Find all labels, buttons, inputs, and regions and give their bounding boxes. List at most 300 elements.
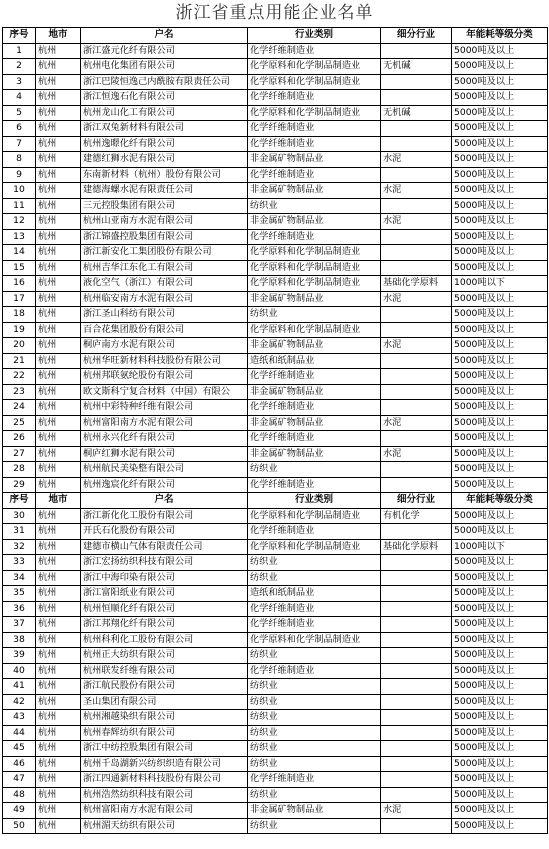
company-name-cell: 浙江富阳纸业有限公司 bbox=[81, 586, 248, 602]
sub-industry-cell bbox=[381, 431, 452, 447]
company-name-cell: 浙江新化化工股份有限公司 bbox=[81, 508, 248, 524]
city-cell: 杭州 bbox=[36, 818, 81, 834]
table-row bbox=[3, 384, 548, 400]
table-row bbox=[3, 121, 548, 137]
energy-class-cell: 5000吨及以上 bbox=[452, 477, 548, 493]
header-industry: 行业类别 bbox=[248, 28, 381, 44]
energy-class-cell: 5000吨及以上 bbox=[452, 152, 548, 168]
table-row bbox=[3, 772, 548, 788]
table-row bbox=[3, 214, 548, 230]
sub-industry-cell bbox=[381, 710, 452, 726]
row-number: 47 bbox=[3, 772, 36, 788]
table-row bbox=[3, 555, 548, 571]
energy-class-cell: 5000吨及以上 bbox=[452, 586, 548, 602]
energy-class-cell: 5000吨及以上 bbox=[452, 508, 548, 524]
sub-industry-cell bbox=[381, 570, 452, 586]
industry-cell: 化学纤维制造业 bbox=[248, 369, 381, 385]
table-row bbox=[3, 229, 548, 245]
industry-cell: 化学原料和化学制品制造业 bbox=[248, 508, 381, 524]
city-cell: 杭州 bbox=[36, 756, 81, 772]
table-row bbox=[3, 183, 548, 199]
energy-class-cell: 5000吨及以上 bbox=[452, 756, 548, 772]
company-name-cell: 开氏石化股份有限公司 bbox=[81, 524, 248, 540]
city-cell: 杭州 bbox=[36, 121, 81, 137]
sub-industry-cell bbox=[381, 307, 452, 323]
header-city: 地市 bbox=[36, 493, 81, 509]
industry-cell: 化学原料和化学制品制造业 bbox=[248, 74, 381, 90]
city-cell: 杭州 bbox=[36, 508, 81, 524]
row-number: 41 bbox=[3, 679, 36, 695]
city-cell: 杭州 bbox=[36, 105, 81, 121]
row-number: 16 bbox=[3, 276, 36, 292]
table-row bbox=[3, 322, 548, 338]
page-title: 浙江省重点用能企业名单 bbox=[175, 3, 374, 23]
sub-industry-cell: 水泥 bbox=[381, 291, 452, 307]
row-number: 12 bbox=[3, 214, 36, 230]
row-number: 13 bbox=[3, 229, 36, 245]
row-number: 6 bbox=[3, 121, 36, 137]
energy-class-cell: 5000吨及以上 bbox=[452, 322, 548, 338]
energy-class-cell: 5000吨及以上 bbox=[452, 710, 548, 726]
industry-cell: 纺织业 bbox=[248, 570, 381, 586]
company-name-cell: 浙江航民股份有限公司 bbox=[81, 679, 248, 695]
table-row bbox=[3, 756, 548, 772]
row-number: 37 bbox=[3, 617, 36, 633]
table-row bbox=[3, 462, 548, 478]
industry-cell: 纺织业 bbox=[248, 710, 381, 726]
row-number: 28 bbox=[3, 462, 36, 478]
company-name-cell: 杭州千岛湖新兴纺织织造有限公司 bbox=[81, 756, 248, 772]
industry-cell: 化学纤维制造业 bbox=[248, 400, 381, 416]
company-name-cell: 杭州浩然纺织科技有限公司 bbox=[81, 787, 248, 803]
city-cell: 杭州 bbox=[36, 415, 81, 431]
row-number: 38 bbox=[3, 632, 36, 648]
sub-industry-cell: 水泥 bbox=[381, 338, 452, 354]
row-number: 3 bbox=[3, 74, 36, 90]
energy-class-cell: 5000吨及以上 bbox=[452, 384, 548, 400]
energy-class-cell: 5000吨及以上 bbox=[452, 229, 548, 245]
company-name-cell: 浙江中海印染有限公司 bbox=[81, 570, 248, 586]
sub-industry-cell bbox=[381, 90, 452, 106]
industry-cell: 非金属矿物制品业 bbox=[248, 384, 381, 400]
industry-cell: 纺织业 bbox=[248, 462, 381, 478]
company-name-cell: 杭州富阳南方水泥有限公司 bbox=[81, 415, 248, 431]
company-name-cell: 浙江宏扬纺织科技有限公司 bbox=[81, 555, 248, 571]
table-row bbox=[3, 508, 548, 524]
city-cell: 杭州 bbox=[36, 586, 81, 602]
company-name-cell: 杭州湄天纺织有限公司 bbox=[81, 818, 248, 834]
sub-industry-cell: 水泥 bbox=[381, 803, 452, 819]
city-cell: 杭州 bbox=[36, 198, 81, 214]
sub-industry-cell bbox=[381, 369, 452, 385]
row-number: 23 bbox=[3, 384, 36, 400]
sub-industry-cell: 基础化学原料 bbox=[381, 539, 452, 555]
table-row bbox=[3, 539, 548, 555]
industry-cell: 非金属矿物制品业 bbox=[248, 338, 381, 354]
industry-cell: 造纸和纸制品业 bbox=[248, 586, 381, 602]
energy-class-cell: 5000吨及以上 bbox=[452, 121, 548, 137]
company-name-cell: 杭州邦联氨纶股份有限公司 bbox=[81, 369, 248, 385]
sub-industry-cell bbox=[381, 725, 452, 741]
row-number: 39 bbox=[3, 648, 36, 664]
company-name-cell: 百合花集团股份有限公司 bbox=[81, 322, 248, 338]
energy-class-cell: 5000吨及以上 bbox=[452, 663, 548, 679]
table-row bbox=[3, 710, 548, 726]
energy-class-cell: 5000吨及以上 bbox=[452, 725, 548, 741]
city-cell: 杭州 bbox=[36, 229, 81, 245]
header-industry: 行业类别 bbox=[248, 493, 381, 509]
energy-class-cell: 5000吨及以上 bbox=[452, 245, 548, 261]
table-row bbox=[3, 369, 548, 385]
header-sub-industry: 细分行业 bbox=[381, 493, 452, 509]
city-cell: 杭州 bbox=[36, 539, 81, 555]
company-name-cell: 杭州航民美染整有限公司 bbox=[81, 462, 248, 478]
header-city: 地市 bbox=[36, 28, 81, 44]
row-number: 14 bbox=[3, 245, 36, 261]
industry-cell: 纺织业 bbox=[248, 694, 381, 710]
table-header-row bbox=[3, 28, 548, 44]
city-cell: 杭州 bbox=[36, 59, 81, 75]
city-cell: 杭州 bbox=[36, 245, 81, 261]
row-number: 43 bbox=[3, 710, 36, 726]
company-name-cell: 杭州恒顺化纤有限公司 bbox=[81, 601, 248, 617]
header-energy-class: 年能耗等级分类 bbox=[452, 493, 548, 509]
company-name-cell: 杭州永兴化纤有限公司 bbox=[81, 431, 248, 447]
energy-class-cell: 5000吨及以上 bbox=[452, 772, 548, 788]
company-name-cell: 杭州山亚南方水泥有限公司 bbox=[81, 214, 248, 230]
industry-cell: 造纸和纸制品业 bbox=[248, 353, 381, 369]
sub-industry-cell bbox=[381, 694, 452, 710]
table-row bbox=[3, 818, 548, 834]
city-cell: 杭州 bbox=[36, 152, 81, 168]
industry-cell: 化学原料和化学制品制造业 bbox=[248, 105, 381, 121]
city-cell: 杭州 bbox=[36, 90, 81, 106]
company-name-cell: 杭州湘越染织有限公司 bbox=[81, 710, 248, 726]
table-row bbox=[3, 415, 548, 431]
city-cell: 杭州 bbox=[36, 74, 81, 90]
energy-class-cell: 5000吨及以上 bbox=[452, 136, 548, 152]
industry-cell: 化学纤维制造业 bbox=[248, 167, 381, 183]
row-number: 11 bbox=[3, 198, 36, 214]
table-body bbox=[3, 28, 548, 834]
table-row bbox=[3, 431, 548, 447]
city-cell: 杭州 bbox=[36, 183, 81, 199]
energy-class-cell: 5000吨及以上 bbox=[452, 260, 548, 276]
energy-class-cell: 5000吨及以上 bbox=[452, 369, 548, 385]
table-row bbox=[3, 167, 548, 183]
energy-class-cell: 5000吨及以上 bbox=[452, 415, 548, 431]
company-name-cell: 杭州吉华江东化工有限公司 bbox=[81, 260, 248, 276]
table-row bbox=[3, 524, 548, 540]
header-company: 户名 bbox=[81, 28, 248, 44]
row-number: 5 bbox=[3, 105, 36, 121]
city-cell: 杭州 bbox=[36, 446, 81, 462]
table-row bbox=[3, 663, 548, 679]
sub-industry-cell: 水泥 bbox=[381, 152, 452, 168]
table-row bbox=[3, 601, 548, 617]
table-row bbox=[3, 741, 548, 757]
sub-industry-cell bbox=[381, 524, 452, 540]
energy-class-cell: 1000吨以下 bbox=[452, 539, 548, 555]
table-row bbox=[3, 694, 548, 710]
city-cell: 杭州 bbox=[36, 462, 81, 478]
sub-industry-cell bbox=[381, 555, 452, 571]
table-row bbox=[3, 198, 548, 214]
energy-class-cell: 5000吨及以上 bbox=[452, 601, 548, 617]
energy-class-cell: 5000吨及以上 bbox=[452, 679, 548, 695]
table-row bbox=[3, 570, 548, 586]
industry-cell: 化学纤维制造业 bbox=[248, 136, 381, 152]
city-cell: 杭州 bbox=[36, 260, 81, 276]
sub-industry-cell bbox=[381, 772, 452, 788]
company-name-cell: 杭州正大纺织有限公司 bbox=[81, 648, 248, 664]
row-number: 17 bbox=[3, 291, 36, 307]
table-row bbox=[3, 245, 548, 261]
city-cell: 杭州 bbox=[36, 632, 81, 648]
energy-class-cell: 5000吨及以上 bbox=[452, 694, 548, 710]
city-cell: 杭州 bbox=[36, 787, 81, 803]
energy-class-cell: 5000吨及以上 bbox=[452, 555, 548, 571]
industry-cell: 化学纤维制造业 bbox=[248, 524, 381, 540]
city-cell: 杭州 bbox=[36, 679, 81, 695]
energy-class-cell: 5000吨及以上 bbox=[452, 43, 548, 59]
sub-industry-cell bbox=[381, 586, 452, 602]
city-cell: 杭州 bbox=[36, 431, 81, 447]
sub-industry-cell bbox=[381, 679, 452, 695]
sub-industry-cell bbox=[381, 477, 452, 493]
company-name-cell: 三元控股集团有限公司 bbox=[81, 198, 248, 214]
table-row bbox=[3, 477, 548, 493]
city-cell: 杭州 bbox=[36, 214, 81, 230]
industry-cell: 化学原料和化学制品制造业 bbox=[248, 539, 381, 555]
energy-class-cell: 5000吨及以上 bbox=[452, 648, 548, 664]
header-company: 户名 bbox=[81, 493, 248, 509]
city-cell: 杭州 bbox=[36, 291, 81, 307]
company-name-cell: 浙江四通新材料科技股份有限公司 bbox=[81, 772, 248, 788]
row-number: 25 bbox=[3, 415, 36, 431]
row-number: 30 bbox=[3, 508, 36, 524]
energy-class-cell: 5000吨及以上 bbox=[452, 59, 548, 75]
row-number: 1 bbox=[3, 43, 36, 59]
energy-class-cell: 5000吨及以上 bbox=[452, 338, 548, 354]
row-number: 24 bbox=[3, 400, 36, 416]
industry-cell: 化学原料和化学制品制造业 bbox=[248, 245, 381, 261]
industry-cell: 化学纤维制造业 bbox=[248, 90, 381, 106]
company-name-cell: 浙江盛元化纤有限公司 bbox=[81, 43, 248, 59]
industry-cell: 非金属矿物制品业 bbox=[248, 803, 381, 819]
city-cell: 杭州 bbox=[36, 648, 81, 664]
industry-cell: 非金属矿物制品业 bbox=[248, 446, 381, 462]
city-cell: 杭州 bbox=[36, 322, 81, 338]
sub-industry-cell bbox=[381, 384, 452, 400]
row-number: 4 bbox=[3, 90, 36, 106]
energy-class-cell: 5000吨及以上 bbox=[452, 570, 548, 586]
sub-industry-cell bbox=[381, 167, 452, 183]
company-name-cell: 杭州龙山化工有限公司 bbox=[81, 105, 248, 121]
energy-class-cell: 5000吨及以上 bbox=[452, 803, 548, 819]
company-name-cell: 杭州临安南方水泥有限公司 bbox=[81, 291, 248, 307]
energy-class-cell: 1000吨以下 bbox=[452, 276, 548, 292]
industry-cell: 化学原料和化学制品制造业 bbox=[248, 59, 381, 75]
energy-class-cell: 5000吨及以上 bbox=[452, 787, 548, 803]
industry-cell: 化学纤维制造业 bbox=[248, 477, 381, 493]
energy-class-cell: 5000吨及以上 bbox=[452, 741, 548, 757]
table-row bbox=[3, 276, 548, 292]
energy-class-cell: 5000吨及以上 bbox=[452, 198, 548, 214]
company-name-cell: 建德红狮水泥有限公司 bbox=[81, 152, 248, 168]
sub-industry-cell: 水泥 bbox=[381, 415, 452, 431]
row-number: 22 bbox=[3, 369, 36, 385]
city-cell: 杭州 bbox=[36, 694, 81, 710]
industry-cell: 纺织业 bbox=[248, 307, 381, 323]
industry-cell: 纺织业 bbox=[248, 818, 381, 834]
city-cell: 杭州 bbox=[36, 369, 81, 385]
table-row bbox=[3, 260, 548, 276]
row-number: 35 bbox=[3, 586, 36, 602]
row-number: 9 bbox=[3, 167, 36, 183]
city-cell: 杭州 bbox=[36, 307, 81, 323]
sub-industry-cell bbox=[381, 648, 452, 664]
energy-class-cell: 5000吨及以上 bbox=[452, 462, 548, 478]
table-row bbox=[3, 787, 548, 803]
row-number: 20 bbox=[3, 338, 36, 354]
sub-industry-cell bbox=[381, 601, 452, 617]
row-number: 42 bbox=[3, 694, 36, 710]
row-number: 48 bbox=[3, 787, 36, 803]
sub-industry-cell: 无机碱 bbox=[381, 59, 452, 75]
energy-class-cell: 5000吨及以上 bbox=[452, 400, 548, 416]
row-number: 31 bbox=[3, 524, 36, 540]
company-name-cell: 杭州逸暻化纤有限公司 bbox=[81, 136, 248, 152]
industry-cell: 纺织业 bbox=[248, 756, 381, 772]
company-name-cell: 桐庐南方水泥有限公司 bbox=[81, 338, 248, 354]
industry-cell: 化学原料和化学制品制造业 bbox=[248, 322, 381, 338]
row-number: 26 bbox=[3, 431, 36, 447]
city-cell: 杭州 bbox=[36, 338, 81, 354]
sub-industry-cell: 水泥 bbox=[381, 446, 452, 462]
sub-industry-cell: 有机化学 bbox=[381, 508, 452, 524]
company-name-cell: 建德市横山气体有限责任公司 bbox=[81, 539, 248, 555]
city-cell: 杭州 bbox=[36, 136, 81, 152]
sub-industry-cell bbox=[381, 756, 452, 772]
city-cell: 杭州 bbox=[36, 43, 81, 59]
energy-class-cell: 5000吨及以上 bbox=[452, 183, 548, 199]
sub-industry-cell bbox=[381, 353, 452, 369]
header-index: 序号 bbox=[3, 493, 36, 509]
city-cell: 杭州 bbox=[36, 663, 81, 679]
company-name-cell: 浙江邦翔化纤有限公司 bbox=[81, 617, 248, 633]
row-number: 34 bbox=[3, 570, 36, 586]
company-name-cell: 杭州春辉纺织有限公司 bbox=[81, 725, 248, 741]
city-cell: 杭州 bbox=[36, 384, 81, 400]
row-number: 21 bbox=[3, 353, 36, 369]
header-sub-industry: 细分行业 bbox=[381, 28, 452, 44]
sub-industry-cell bbox=[381, 818, 452, 834]
city-cell: 杭州 bbox=[36, 741, 81, 757]
company-name-cell: 建德海螺水泥有限责任公司 bbox=[81, 183, 248, 199]
company-name-cell: 杭州电化集团有限公司 bbox=[81, 59, 248, 75]
sub-industry-cell bbox=[381, 136, 452, 152]
energy-class-cell: 5000吨及以上 bbox=[452, 632, 548, 648]
industry-cell: 纺织业 bbox=[248, 787, 381, 803]
energy-class-cell: 5000吨及以上 bbox=[452, 307, 548, 323]
city-cell: 杭州 bbox=[36, 167, 81, 183]
company-name-cell: 圣山集团有限公司 bbox=[81, 694, 248, 710]
industry-cell: 纺织业 bbox=[248, 725, 381, 741]
row-number: 33 bbox=[3, 555, 36, 571]
sub-industry-cell bbox=[381, 260, 452, 276]
company-name-cell: 杭州逸宸化纤有限公司 bbox=[81, 477, 248, 493]
industry-cell: 非金属矿物制品业 bbox=[248, 183, 381, 199]
sub-industry-cell bbox=[381, 787, 452, 803]
table-row bbox=[3, 725, 548, 741]
city-cell: 杭州 bbox=[36, 772, 81, 788]
sub-industry-cell bbox=[381, 617, 452, 633]
energy-class-cell: 5000吨及以上 bbox=[452, 90, 548, 106]
city-cell: 杭州 bbox=[36, 617, 81, 633]
industry-cell: 纺织业 bbox=[248, 198, 381, 214]
energy-class-cell: 5000吨及以上 bbox=[452, 353, 548, 369]
industry-cell: 化学纤维制造业 bbox=[248, 121, 381, 137]
industry-cell: 纺织业 bbox=[248, 648, 381, 664]
sub-industry-cell bbox=[381, 43, 452, 59]
company-name-cell: 浙江双兔新材料有限公司 bbox=[81, 121, 248, 137]
table-row bbox=[3, 105, 548, 121]
row-number: 29 bbox=[3, 477, 36, 493]
row-number: 40 bbox=[3, 663, 36, 679]
company-name-cell: 浙江巴陵恒逸己内酰胺有限责任公司 bbox=[81, 74, 248, 90]
industry-cell: 纺织业 bbox=[248, 555, 381, 571]
sub-industry-cell bbox=[381, 245, 452, 261]
table-row bbox=[3, 136, 548, 152]
city-cell: 杭州 bbox=[36, 803, 81, 819]
company-name-cell: 欧文斯科宁复合材料（中国）有限公 bbox=[81, 384, 248, 400]
energy-class-cell: 5000吨及以上 bbox=[452, 74, 548, 90]
company-name-cell: 杭州科利化工股份有限公司 bbox=[81, 632, 248, 648]
sub-industry-cell bbox=[381, 74, 452, 90]
city-cell: 杭州 bbox=[36, 555, 81, 571]
table-header-row bbox=[3, 493, 548, 509]
city-cell: 杭州 bbox=[36, 710, 81, 726]
table-row bbox=[3, 803, 548, 819]
row-number: 44 bbox=[3, 725, 36, 741]
table-row bbox=[3, 338, 548, 354]
enterprise-table bbox=[2, 27, 548, 834]
city-cell: 杭州 bbox=[36, 601, 81, 617]
table-row bbox=[3, 632, 548, 648]
sub-industry-cell bbox=[381, 121, 452, 137]
city-cell: 杭州 bbox=[36, 353, 81, 369]
sub-industry-cell bbox=[381, 663, 452, 679]
industry-cell: 化学纤维制造业 bbox=[248, 663, 381, 679]
table-row bbox=[3, 648, 548, 664]
row-number: 18 bbox=[3, 307, 36, 323]
industry-cell: 纺织业 bbox=[248, 741, 381, 757]
table-row bbox=[3, 617, 548, 633]
sub-industry-cell: 无机碱 bbox=[381, 105, 452, 121]
industry-cell: 化学原料和化学制品制造业 bbox=[248, 260, 381, 276]
header-energy-class: 年能耗等级分类 bbox=[452, 28, 548, 44]
company-name-cell: 杭州富阳南方水泥有限公司 bbox=[81, 803, 248, 819]
industry-cell: 化学纤维制造业 bbox=[248, 431, 381, 447]
industry-cell: 化学原料和化学制品制造业 bbox=[248, 632, 381, 648]
sub-industry-cell bbox=[381, 632, 452, 648]
company-name-cell: 桐庐红狮水泥有限公司 bbox=[81, 446, 248, 462]
industry-cell: 化学纤维制造业 bbox=[248, 772, 381, 788]
industry-cell: 化学纤维制造业 bbox=[248, 43, 381, 59]
company-name-cell: 浙江锦盛控股集团有限公司 bbox=[81, 229, 248, 245]
company-name-cell: 东南新材料（杭州）股份有限公司 bbox=[81, 167, 248, 183]
